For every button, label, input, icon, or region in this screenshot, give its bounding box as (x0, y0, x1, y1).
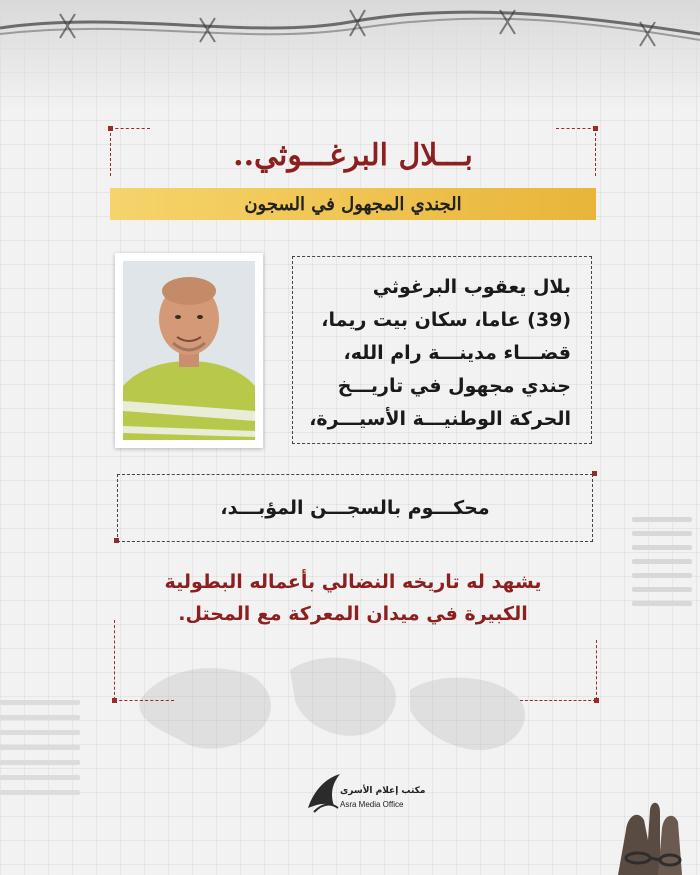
tribute-line: يشهد له تاريخه النضالي بأعماله البطولية (164, 571, 542, 593)
bio-text (309, 271, 571, 436)
bio-line: الحركة الوطنيـــة الأسيـــرة، (309, 408, 571, 430)
sentence-box (117, 474, 593, 542)
tribute-line: الكبيرة في ميدان المعركة مع المحتل. (178, 603, 528, 625)
frame-dot (593, 126, 598, 131)
sentence-text: محكـــوم بالسجـــن المؤبـــد، (220, 497, 490, 519)
chained-hands-icon (598, 770, 700, 875)
frame-dot (594, 698, 599, 703)
background-text-watermark-left (0, 690, 80, 805)
bio-line: (39) عاما، سكان بيت ريما، (321, 309, 571, 331)
poster-subtitle: الجندي المجهول في السجون (244, 193, 462, 215)
frame-dot (112, 698, 117, 703)
subtitle-banner (110, 188, 596, 220)
prisoner-photo (115, 253, 263, 448)
bio-line: قضـــاء مدينـــة رام الله، (343, 342, 571, 364)
barbed-wire-icon (0, 0, 700, 70)
bio-box (292, 256, 592, 444)
bio-line: جندي مجهول في تاريـــخ (337, 375, 571, 397)
logo-name-en: Asra Media Office (340, 800, 404, 809)
portrait-illustration (123, 261, 255, 440)
logo-name-ar: مكتب إعلام الأسرى (340, 786, 426, 796)
bio-line: بلال يعقوب البرغوثي (372, 276, 571, 298)
tribute-text (110, 566, 596, 630)
frame-dot (108, 126, 113, 131)
background-text-watermark (632, 508, 692, 615)
world-map-watermark (120, 640, 550, 780)
poster-title: بـــلال البرغـــوثي.. (233, 138, 473, 173)
